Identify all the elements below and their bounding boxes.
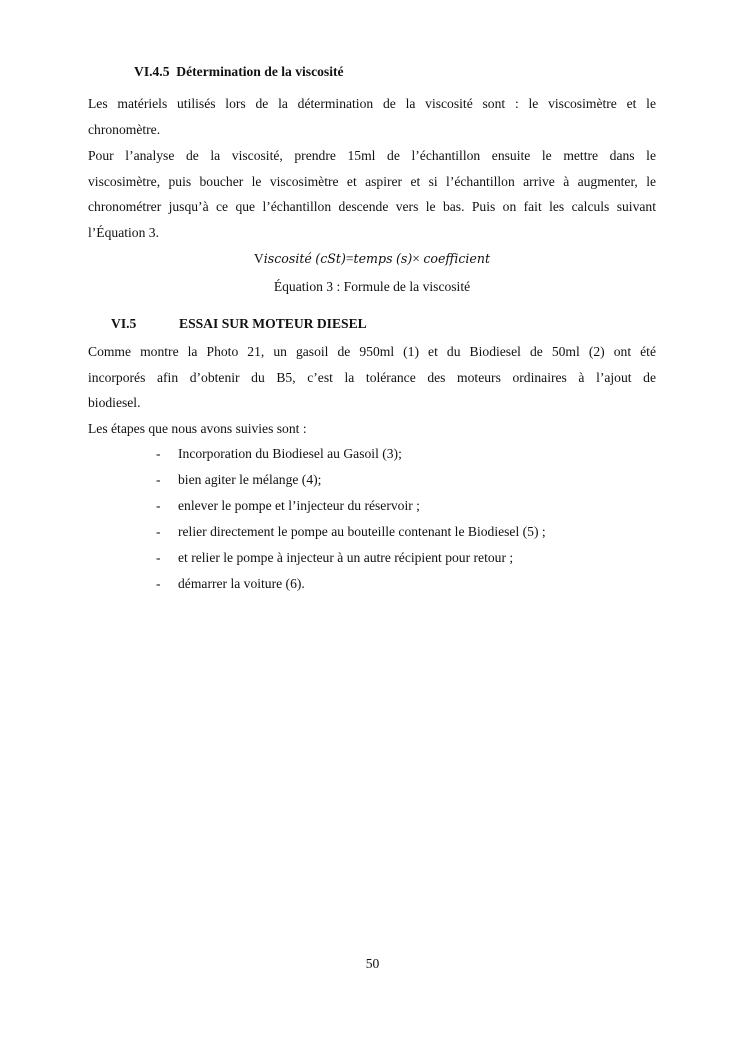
section-number: VI.5: [111, 316, 137, 331]
text-line: Les matériels utilisés lors de la détermination de la viscosité sont : le viscosimètre et le: [88, 96, 656, 111]
equation-term: coefficient: [423, 251, 491, 266]
text-line: Pour l’analyse de la viscosité, prendre 15ml de l’échantillon ensuite le mettre dans le: [88, 148, 656, 163]
bullet-dash: -: [156, 550, 161, 565]
text-line: biodiesel.: [88, 395, 141, 411]
bullet-dash: -: [156, 446, 161, 461]
equation-unit: (s): [395, 251, 413, 266]
bullet-dash: -: [156, 498, 161, 513]
step-text: relier directement le pompe au bouteille contenant le Biodiesel (5) ;: [178, 524, 546, 539]
paragraph-diesel-test: [88, 339, 656, 441]
step-text: enlever le pompe et l’injecteur du réservoir ;: [178, 498, 420, 513]
bullet-dash: -: [156, 576, 161, 591]
equation-equals: =: [345, 251, 354, 266]
section-heading-diesel: [111, 316, 136, 332]
text-line: l’Équation 3.: [88, 224, 159, 240]
steps-intro: Les étapes que nous avons suivies sont :: [88, 420, 307, 436]
section-heading-viscosity: [134, 64, 344, 80]
text-line: Comme montre la Photo 21, un gasoil de 950ml (1) et du Biodiesel de 50ml (2) ont été: [88, 344, 656, 359]
bullet-dash: -: [156, 472, 161, 487]
equation-unit: (cSt): [315, 251, 346, 266]
equation-caption: Équation 3 : Formule de la viscosité: [273, 279, 471, 294]
text-line: chronométrer jusqu’à ce que l’échantillon descende vers le bas. Puis on fait les calculs suivant: [88, 199, 656, 215]
text-line: chronomètre.: [88, 121, 161, 137]
section-title-diesel: ESSAI SUR MOTEUR DIESEL: [179, 316, 367, 331]
text-line: incorporés afin d’obtenir du B5, c’est la tolérance des moteurs ordinaires à l’ajout de: [88, 369, 656, 385]
page-number: 50: [365, 956, 380, 971]
section-number: VI.4.5: [134, 64, 170, 79]
step-text: et relier le pompe à injecteur à un autre récipient pour retour ;: [178, 550, 514, 565]
step-text: bien agiter le mélange (4);: [178, 472, 322, 487]
bullet-dash: -: [156, 524, 161, 539]
step-text: Incorporation du Biodiesel au Gasoil (3);: [178, 446, 402, 461]
equation-times: ×: [412, 251, 420, 266]
paragraph-materials: [88, 91, 656, 142]
section-title: Détermination de la viscosité: [176, 64, 344, 79]
equation-term: temps: [353, 251, 393, 266]
viscosity-equation: [88, 251, 656, 267]
equation-term: iscosité: [263, 251, 312, 266]
paragraph-procedure: [88, 143, 656, 245]
text-line: viscosimètre, puis boucher le viscosimètre et aspirer et si l’échantillon arrive à augmenter, le: [88, 173, 656, 189]
step-text: démarrer la voiture (6).: [178, 576, 305, 591]
equation-v: V: [253, 251, 264, 266]
